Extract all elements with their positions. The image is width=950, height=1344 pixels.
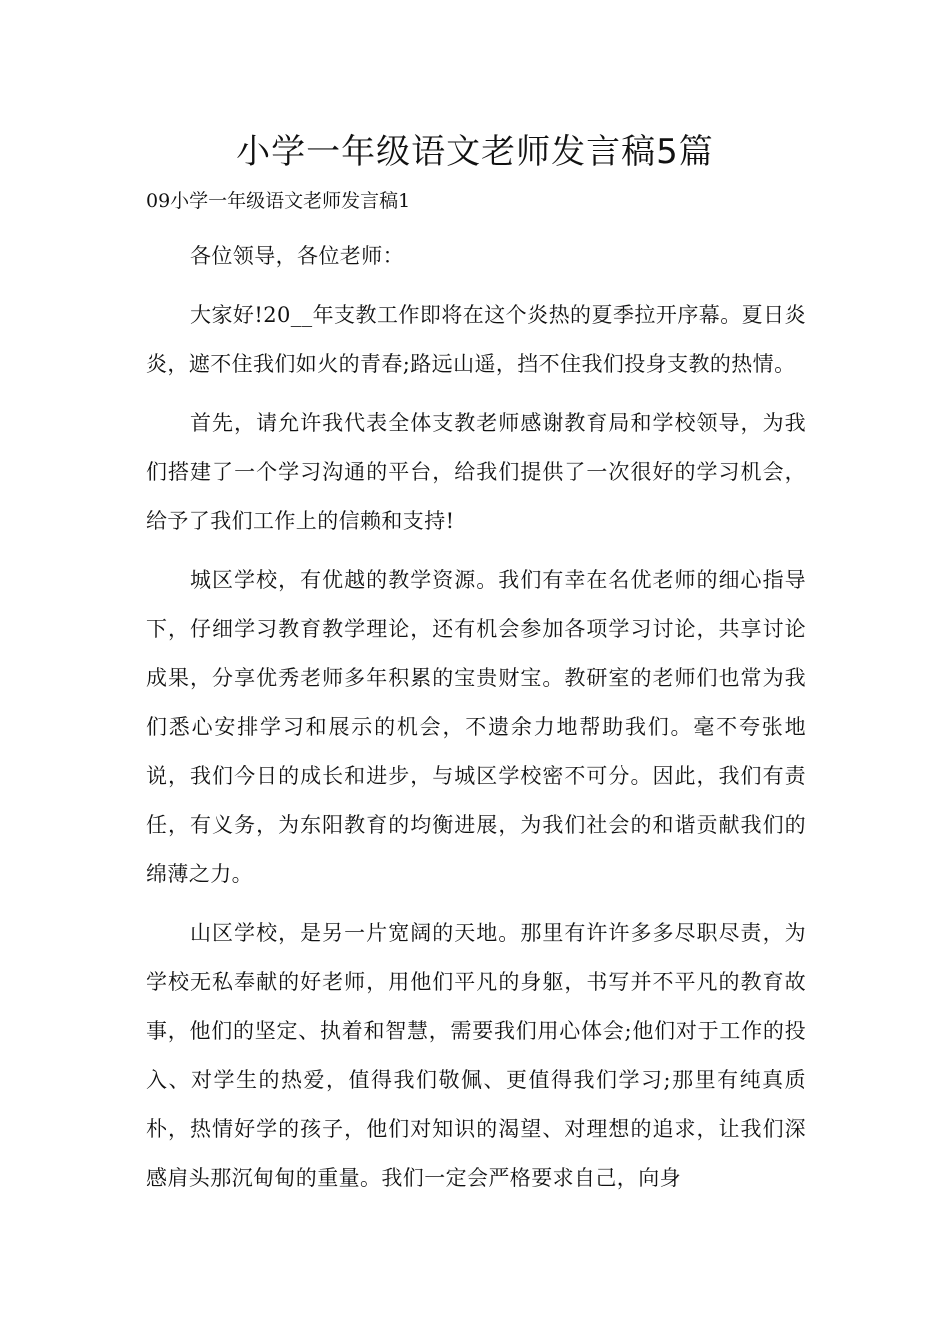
paragraph-city-schools: 城区学校，有优越的教学资源。我们有幸在名优老师的细心指导下，仔细学习教育教学理论，还有机会参加各项学习讨论，共享讨论成果，分享优秀老师多年积累的宝贵财宝。教研室的老师们也常为我们悉心安排学习和展示的机会，不遗余力地帮助我们。毫不夸张地说，我们今日的成长和进步，与城区学校密不可分。因此，我们有责任，有义务，为东阳教育的均衡进展，为我们社会的和谐贡献我们的绵薄之力。 [146, 568, 806, 886]
document-subtitle: 09小学一年级语文老师发言稿1 [146, 190, 411, 212]
paragraph-thanks: 首先，请允许我代表全体支教老师感谢教育局和学校领导，为我们搭建了一个学习沟通的平台，给我们提供了一次很好的学习机会，给予了我们工作上的信赖和支持! [146, 411, 806, 533]
document-title: 小学一年级语文老师发言稿5篇 [236, 132, 714, 172]
document-body [146, 232, 806, 1213]
paragraph-greeting: 各位领导，各位老师： [190, 244, 404, 268]
paragraph-opening: 大家好!20__年支教工作即将在这个炎热的夏季拉开序幕。夏日炎炎，遮不住我们如火的青春;路远山遥，挡不住我们投身支教的热情。 [146, 303, 806, 376]
paragraph-mountain-schools: 山区学校，是另一片宽阔的天地。那里有许许多多尽职尽责，为学校无私奉献的好老师，用他们平凡的身躯，书写并不平凡的教育故事，他们的坚定、执着和智慧，需要我们用心体会;他们对于工作的投入、对学生的热爱，值得我们敬佩、更值得我们学习;那里有纯真质朴，热情好学的孩子，他们对知识的渴望、对理想的追求，让我们深感肩头那沉甸甸的重量。我们一定会严格要求自己，向身 [146, 921, 806, 1190]
